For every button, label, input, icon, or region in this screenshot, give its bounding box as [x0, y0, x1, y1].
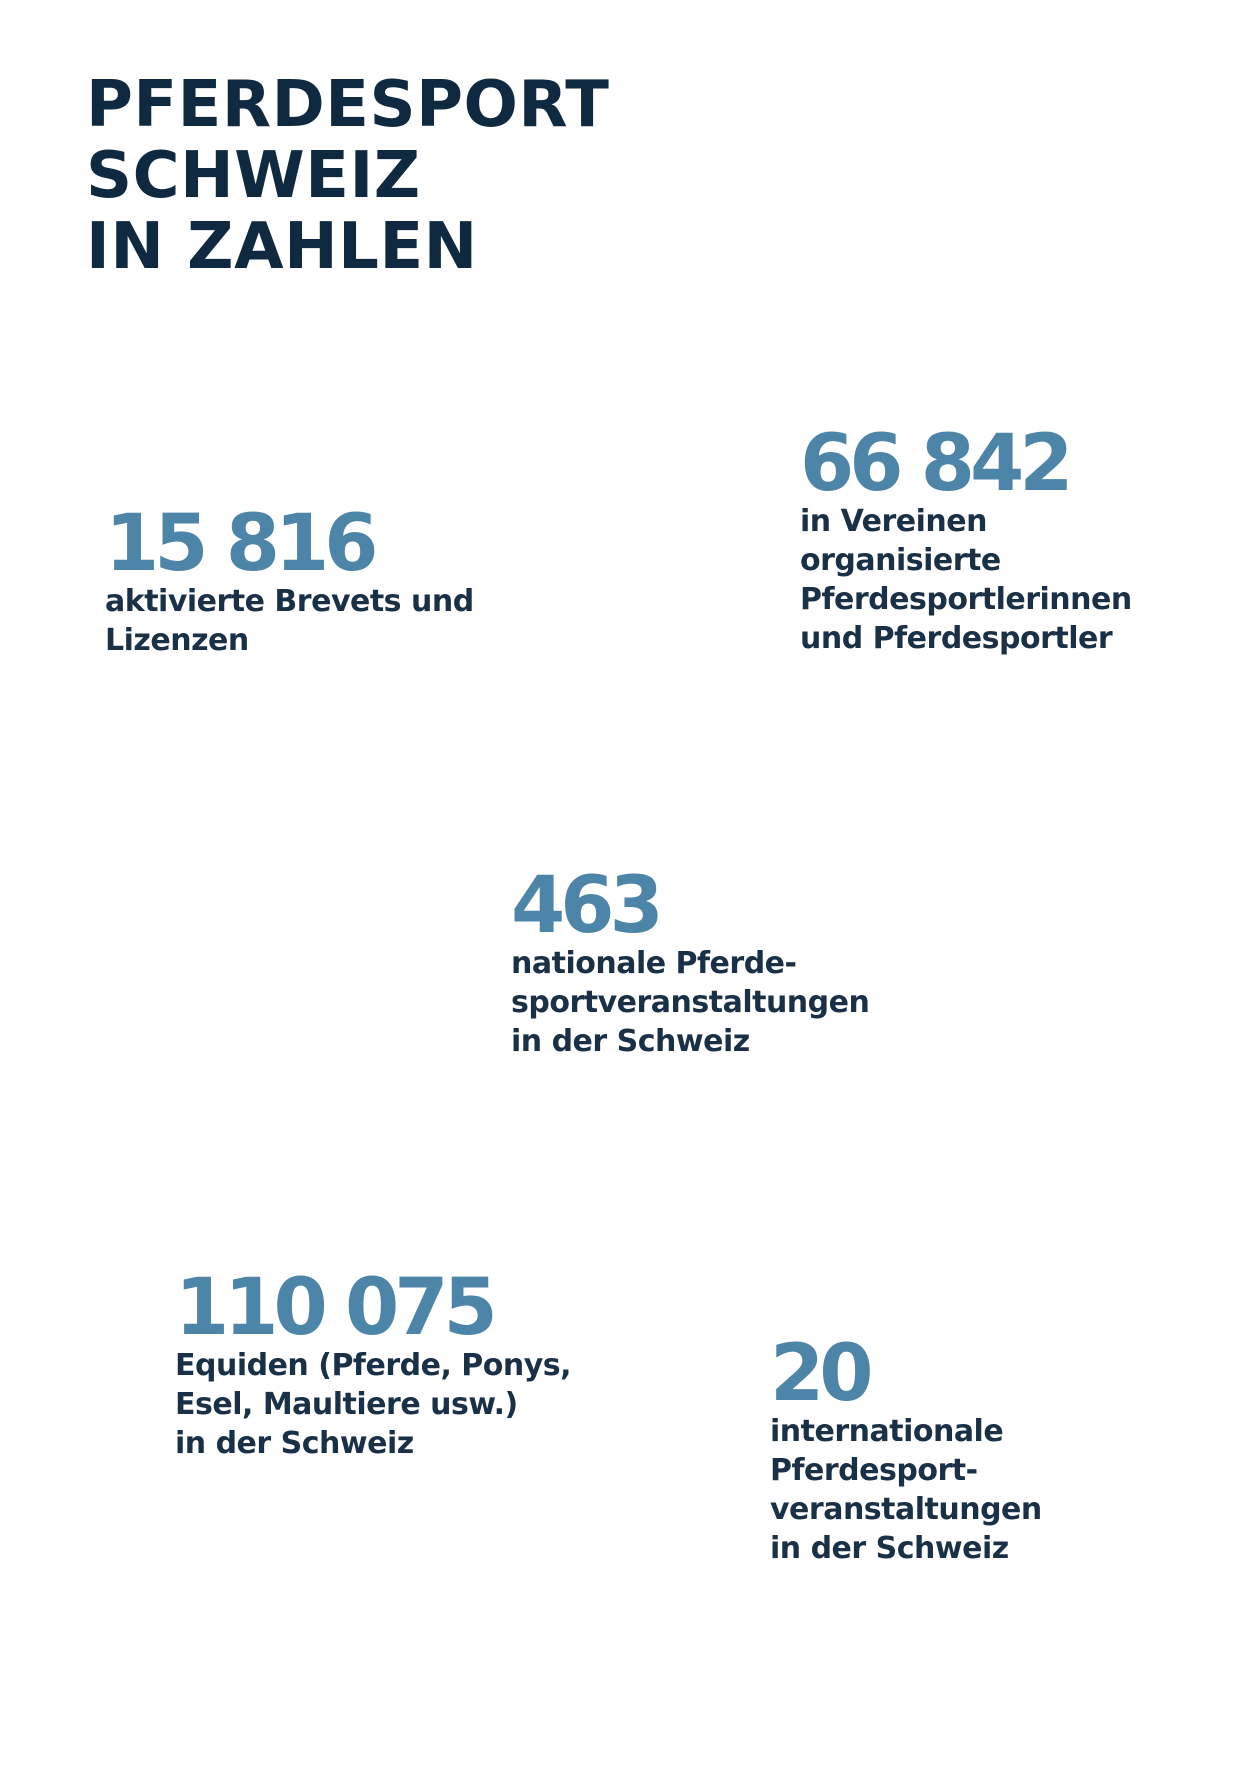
stat-club-members: [800, 419, 1132, 658]
stat-number: 66 842: [800, 419, 1069, 509]
stat-description-line: Lizenzen: [105, 623, 249, 658]
stat-description-line: nationale Pferde-: [511, 946, 797, 981]
stat-description: [800, 502, 1132, 658]
stat-description-line: Pferdesport-: [770, 1453, 978, 1488]
stat-international-events: [770, 1329, 1042, 1568]
page-title: [86, 70, 609, 283]
stat-description: [770, 1412, 1042, 1568]
stat-number: 15 816: [105, 499, 374, 589]
stat-equids: [175, 1263, 572, 1463]
stat-description-line: Equiden (Pferde, Ponys,: [175, 1348, 572, 1383]
stat-brevets-licenses: [105, 499, 474, 660]
stat-national-events: [511, 861, 870, 1061]
stat-number: 20: [770, 1329, 869, 1419]
stat-description-line: sportveranstaltungen: [511, 985, 870, 1020]
stat-description-line: und Pferdesportler: [800, 621, 1113, 656]
stat-description-line: veranstaltungen: [770, 1492, 1042, 1527]
stat-description: [105, 582, 474, 660]
stat-number: 463: [511, 861, 659, 951]
stat-description-line: in der Schweiz: [511, 1024, 750, 1059]
stat-description-line: in der Schweiz: [770, 1531, 1009, 1566]
stat-description-line: Pferdesportlerinnen: [800, 582, 1132, 617]
stat-description-line: Esel, Maultiere usw.): [175, 1387, 518, 1422]
stat-description-line: in der Schweiz: [175, 1426, 414, 1461]
stat-description-line: aktivierte Brevets und: [105, 584, 474, 619]
title-line-3: IN ZAHLEN: [86, 210, 478, 284]
stat-description: [511, 944, 869, 1061]
stat-number: 110 075: [175, 1263, 493, 1353]
stat-description-line: in Vereinen: [800, 504, 987, 539]
stat-description: [175, 1346, 571, 1463]
stat-description-line: organisierte: [800, 543, 1001, 578]
stat-description-line: internationale: [770, 1414, 1004, 1449]
title-line-2: SCHWEIZ: [86, 139, 421, 213]
title-line-1: PFERDESPORT: [86, 68, 610, 142]
